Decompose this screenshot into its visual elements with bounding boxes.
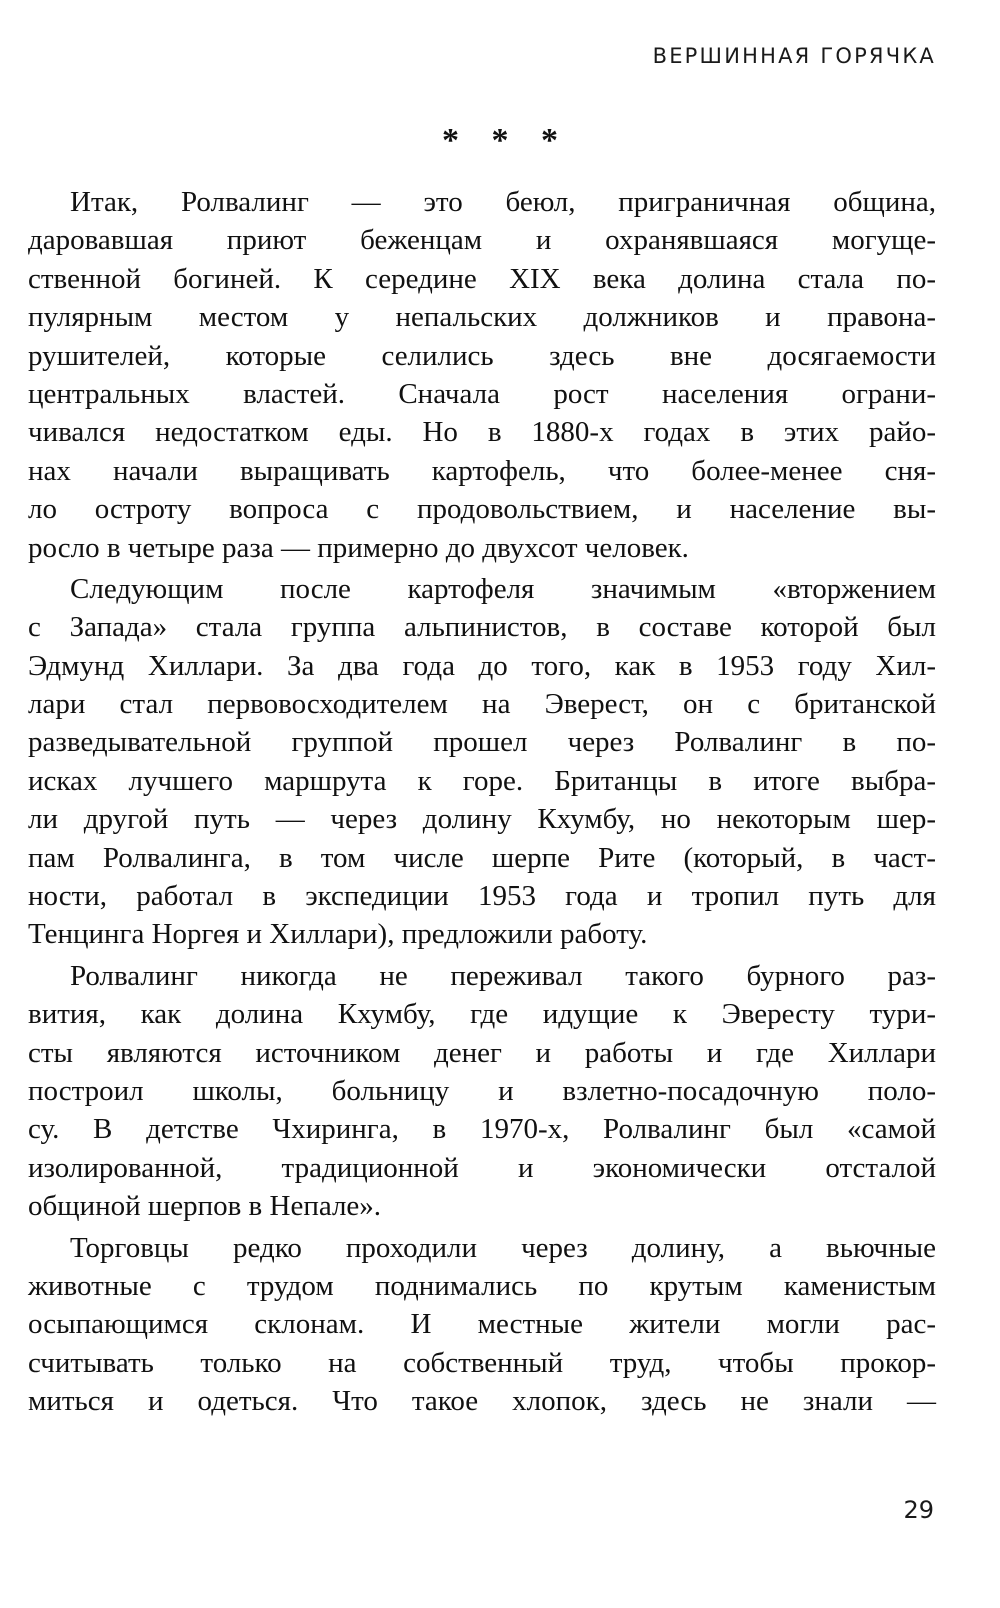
- text-line: ности, работал в экспедиции 1953 года и тропил путь для: [28, 880, 936, 913]
- text-line: животные с трудом поднимались по крутым каменистым: [28, 1269, 936, 1302]
- text-line: лари стал первовосходителем на Эверест, он с британской: [28, 688, 936, 721]
- page-number: 29: [903, 1496, 934, 1524]
- paragraph: [28, 957, 936, 1226]
- text-line: центральных властей. Сначала рост населения ограни-: [28, 377, 936, 410]
- paragraph: [28, 570, 936, 954]
- text-line: исках лучшего маршрута к горе. Британцы в итоге выбра-: [28, 764, 936, 797]
- body-text: [28, 183, 936, 1421]
- text-line: построил школы, больницу и взлетно-посадочную поло-: [28, 1074, 936, 1107]
- text-line: пулярным местом у непальских должников и правона-: [28, 301, 936, 334]
- text-line: Торговцы редко проходили через долину, а вьючные: [70, 1231, 936, 1264]
- text-line: рушителей, которые селились здесь вне досягаемости: [28, 339, 936, 372]
- text-line: общиной шерпов в Непале».: [28, 1190, 382, 1223]
- text-line: даровавшая приют беженцам и охранявшаяся могуще-: [28, 224, 936, 257]
- text-line: су. В детстве Чхиринга, в 1970-х, Ролвалинг был «самой: [28, 1113, 936, 1146]
- text-line: ли другой путь — через долину Кхумбу, но некоторым шер-: [28, 803, 936, 836]
- text-line: чивался недостатком еды. Но в 1880-х годах в этих райо-: [28, 416, 936, 449]
- text-line: нах начали выращивать картофель, что более-менее сня-: [28, 454, 936, 487]
- text-line: Итак, Ролвалинг — это беюл, приграничная община,: [70, 186, 936, 218]
- text-line: изолированной, традиционной и экономически отсталой: [28, 1151, 936, 1184]
- text-line: считывать только на собственный труд, чтобы прокор-: [28, 1346, 936, 1379]
- text-line: росло в четыре раза — примерно до двухсот человек.: [28, 531, 689, 564]
- text-line: Эдмунд Хиллари. За два года до того, как в 1953 году Хил-: [28, 649, 936, 682]
- text-line: разведывательной группой прошел через Ролвалинг в по-: [28, 726, 936, 759]
- text-line: вития, как долина Кхумбу, где идущие к Эвересту тури-: [28, 998, 936, 1031]
- text-line: пам Ролвалинга, в том числе шерпе Рите (который, в част-: [28, 841, 936, 874]
- text-line: ло остроту вопроса с продовольствием, и население вы-: [28, 493, 936, 526]
- paragraph: [28, 1229, 936, 1421]
- section-separator: * * *: [442, 122, 570, 159]
- text-line: Следующим после картофеля значимым «вторжением: [70, 572, 936, 605]
- text-line: ственной богиней. К середине XIX века долина стала по-: [28, 262, 936, 295]
- text-line: сты являются источником денег и работы и где Хиллари: [28, 1036, 936, 1069]
- paragraph: [28, 183, 936, 567]
- text-line: Ролвалинг никогда не переживал такого бурного раз-: [70, 959, 936, 992]
- text-line: миться и одеться. Что такое хлопок, здесь не знали —: [28, 1385, 936, 1418]
- text-line: Тенцинга Норгея и Хиллари), предложили работу.: [28, 918, 648, 951]
- running-head-title: ВЕРШИННАЯ ГОРЯЧКА: [652, 44, 936, 68]
- text-line: осыпающимся склонам. И местные жители могли рас-: [28, 1308, 936, 1341]
- text-line: с Запада» стала группа альпинистов, в составе которой был: [28, 611, 936, 644]
